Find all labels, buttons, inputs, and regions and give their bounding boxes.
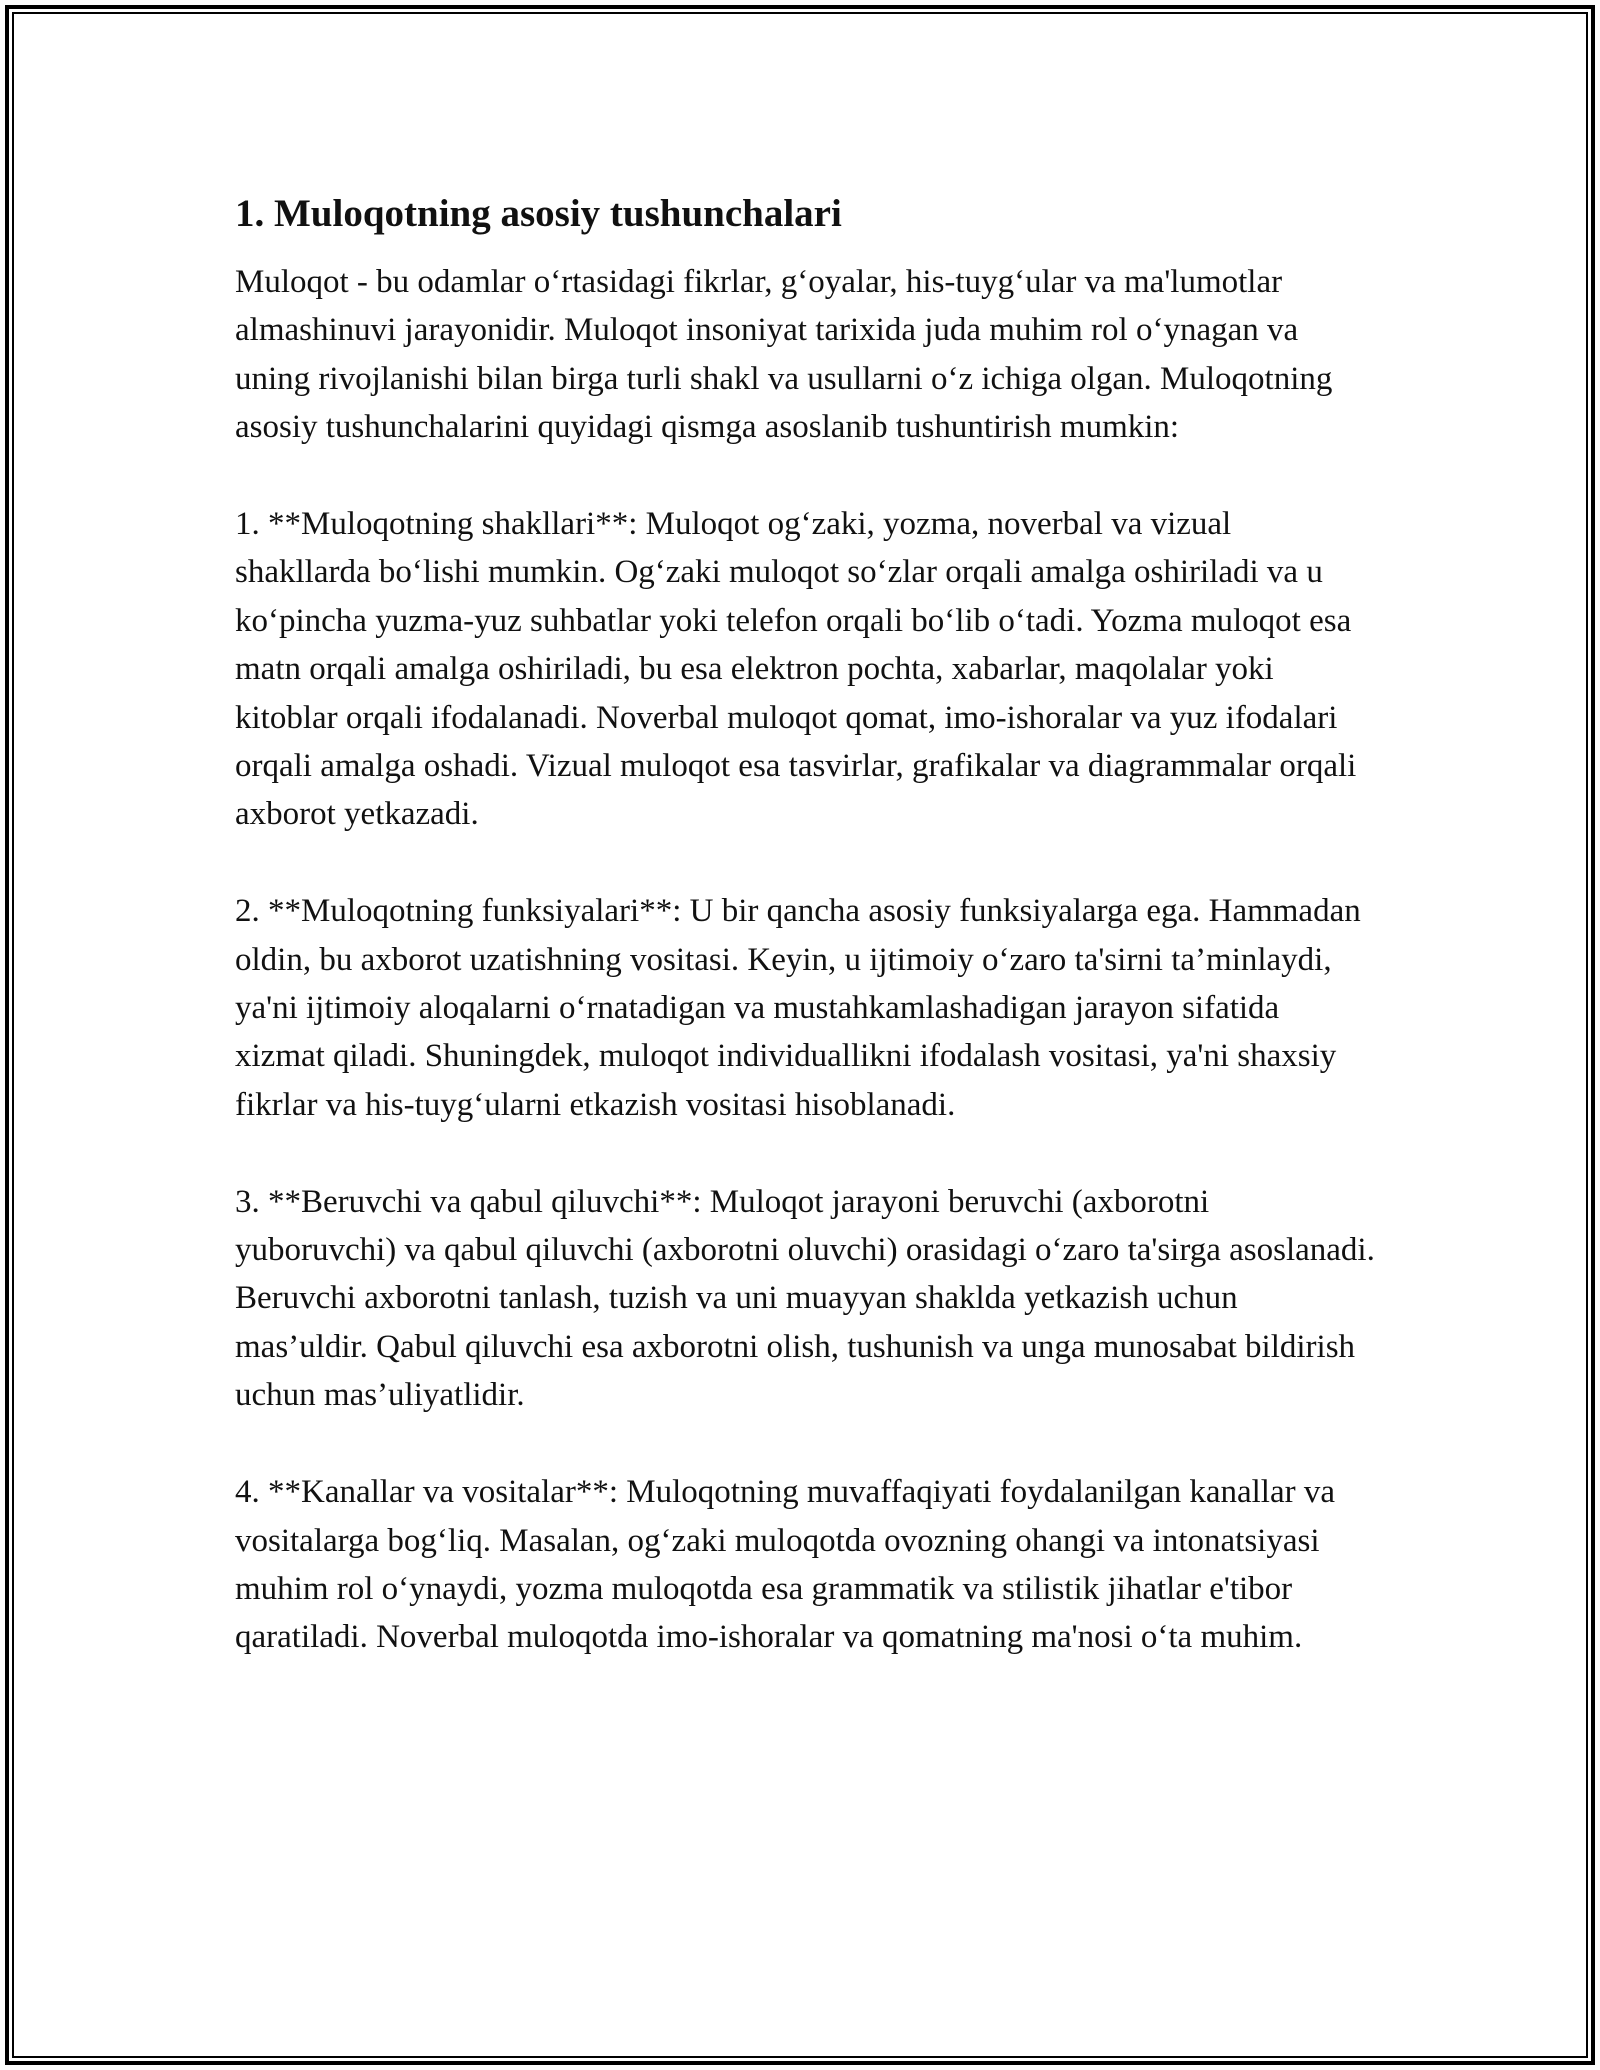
paragraph-communication-functions: 2. **Muloqotning funksiyalari**: U bir qancha asosiy funksiyalarga ega. Hammadan oldin, bu axborot uzatishning vositasi. Keyin, u ijtimoiy o‘zaro ta'sirni ta’minlaydi, ya'ni ijtimoiy aloqalarni o‘rnatadigan va mustahkamlashadigan jarayon sifatida xizmat qiladi. Shuningdek, muloqot individuallikni ifodalash vositasi, ya'ni shaxsiy fikrlar va his-tuyg‘ularni etkazish vositasi hisoblanadi. bbox=[235, 893, 1361, 1123]
paragraph-channels-tools: 4. **Kanallar va vositalar**: Muloqotning muvaffaqiyati foydalanilgan kanallar va vositalarga bog‘liq. Masalan, og‘zaki muloqotda ovozning ohangi va intonatsiyasi muhim rol o‘ynaydi, yozma muloqotda esa grammatik va stilistik jihatlar e'tibor qaratiladi. Noverbal muloqotda imo-ishoralar va qomatning ma'nosi o‘ta muhim. bbox=[235, 1474, 1335, 1656]
paragraph-sender-receiver: 3. **Beruvchi va qabul qiluvchi**: Muloqot jarayoni beruvchi (axborotni yuboruvchi) va qabul qiluvchi (axborotni oluvchi) orasidagi o‘zaro ta'sirga asoslanadi. Beruvchi axborotni tanlash, tuzish va uni muayyan shaklda yetkazish uchun mas’uldir. Qabul qiluvchi esa axborotni olish, tushunish va unga munosabat bildirish uchun mas’uliyatlidir. bbox=[235, 1183, 1375, 1414]
intro-paragraph: Muloqot - bu odamlar o‘rtasidagi fikrlar, g‘oyalar, his-tuyg‘ular va ma'lumotlar almashinuvi jarayonidir. Muloqot insoniyat tarixida juda muhim rol o‘ynagan va uning rivojlanishi bilan birga turli shakl va usullarni o‘z ichiga olgan. Muloqotning asosiy tushunchalarini quyidagi qismga asoslanib tushuntirish mumkin: bbox=[235, 264, 1333, 446]
document-body bbox=[235, 190, 1375, 1710]
section-heading: 1. Muloqotning asosiy tushunchalari bbox=[235, 192, 842, 235]
paragraph-communication-forms: 1. **Muloqotning shakllari**: Muloqot og‘zaki, yozma, noverbal va vizual shakllarda bo‘lishi mumkin. Og‘zaki muloqot so‘zlar orqali amalga oshiriladi va u ko‘pincha yuzma-yuz suhbatlar yoki telefon orqali bo‘lib o‘tadi. Yozma muloqot esa matn orqali amalga oshiriladi, bu esa elektron pochta, xabarlar, maqolalar yoki kitoblar orqali ifodalanadi. Noverbal muloqot qomat, imo-ishoralar va yuz ifodalari orqali amalga oshadi. Vizual muloqot esa tasvirlar, grafikalar va diagrammalar orqali axborot yetkazadi. bbox=[235, 506, 1357, 833]
